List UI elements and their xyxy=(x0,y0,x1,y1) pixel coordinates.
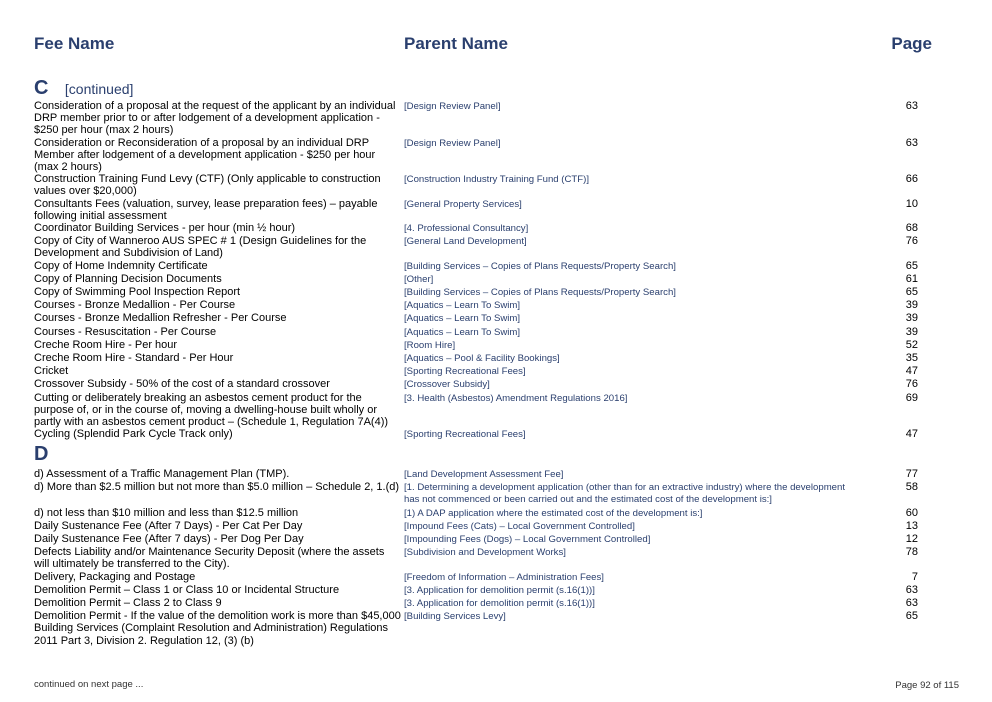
parent-name: [3. Health (Asbestos) Amendment Regulations 2016] xyxy=(404,392,628,404)
parent-name: [Impounding Fees (Dogs) – Local Government Controlled] xyxy=(404,534,651,546)
fee-name: Consideration or Reconsideration of a proposal by an individual DRP Member after lodgement of a development application - $250 per hour (max 2 hours) xyxy=(34,136,376,174)
fee-row xyxy=(34,597,946,610)
fee-name: Delivery, Packaging and Postage xyxy=(34,570,196,583)
page-number: 58 xyxy=(905,481,918,494)
page-number: 65 xyxy=(905,610,918,623)
parent-name: [Building Services – Copies of Plans Requests/Property Search] xyxy=(404,260,676,272)
page-number: 39 xyxy=(905,312,918,325)
page-number: 63 xyxy=(905,597,918,610)
fee-name: d) More than $2.5 million but not more than $5.0 million – Schedule 2, 1.(d) xyxy=(34,481,400,494)
page-number: 60 xyxy=(905,506,918,519)
fee-row xyxy=(34,365,946,378)
continued-note: continued on next page ... xyxy=(34,679,144,690)
parent-name: [Land Development Assessment Fee] xyxy=(404,469,564,480)
fee-row xyxy=(34,326,946,339)
page-number: 63 xyxy=(905,136,918,149)
fee-name-header: Fee Name xyxy=(34,34,115,53)
fee-name: Defects Liability and/or Maintenance Security Deposit (where the assets will ultimately be transferred to the City). xyxy=(34,546,385,571)
parent-name: [Room Hire] xyxy=(404,339,456,351)
parent-name: [Building Services – Copies of Plans Requests/Property Search] xyxy=(404,287,676,299)
page-header: Page xyxy=(891,34,932,53)
fee-name: Construction Training Fund Levy (CTF) (Only applicable to construction values over $20,000) xyxy=(34,173,381,198)
fee-name: Consideration of a proposal at the request of the applicant by an individual DRP member prior to or after lodgement of a development application - $250 per hour (max 2 hours) xyxy=(34,100,396,137)
fee-name: d) Assessment of a Traffic Management Plan (TMP). xyxy=(34,468,290,480)
fee-name: Creche Room Hire - Standard - Per Hour xyxy=(34,352,234,365)
parent-name: [General Land Development] xyxy=(404,236,527,248)
page-number: 65 xyxy=(905,286,918,299)
fee-row xyxy=(34,481,946,506)
fee-name: Consultants Fees (valuation, survey, lease preparation fees) – payable following initial assessment xyxy=(34,197,378,222)
fee-row xyxy=(34,352,946,365)
page-number: 13 xyxy=(905,519,918,532)
parent-name: [Freedom of Information – Administration Fees] xyxy=(404,571,604,583)
page-number: 65 xyxy=(905,259,918,272)
fee-row xyxy=(34,468,946,481)
parent-name: [1. Determining a development application (other than for an extractive industry) where the development has not commenced or been carried out and the estimated cost of the development is:] xyxy=(404,482,846,506)
parent-name: [Crossover Subsidy] xyxy=(404,379,490,391)
fee-name: Courses - Resuscitation - Per Course xyxy=(34,325,217,338)
fee-row xyxy=(34,286,946,299)
page-number: 63 xyxy=(905,583,918,596)
fee-row xyxy=(34,378,946,391)
page-number: 35 xyxy=(905,352,918,365)
parent-name: [1) A DAP application where the estimated cost of the development is:] xyxy=(404,507,703,519)
fee-name: Courses - Bronze Medallion - Per Course xyxy=(34,299,236,312)
section-c-heading xyxy=(34,77,133,100)
fee-row xyxy=(34,533,946,546)
parent-name: [Impound Fees (Cats) – Local Government Controlled] xyxy=(404,520,635,532)
fee-row xyxy=(34,520,946,533)
fee-name: Copy of Planning Decision Documents xyxy=(34,272,222,285)
page-number: 69 xyxy=(905,391,918,404)
fee-row xyxy=(34,137,946,174)
page-number: 47 xyxy=(905,428,918,441)
section-letter: C xyxy=(34,77,49,99)
parent-name: [Building Services Levy] xyxy=(404,611,506,623)
fee-name: Copy of Swimming Pool Inspection Report xyxy=(34,286,241,299)
fee-row xyxy=(34,260,946,273)
page-number: 76 xyxy=(905,235,918,248)
parent-name: [Design Review Panel] xyxy=(404,137,501,149)
page-number: 66 xyxy=(905,173,918,186)
parent-name-header: Parent Name xyxy=(404,34,508,53)
section-letter: D xyxy=(34,443,49,465)
fee-row xyxy=(34,312,946,325)
page-number: 7 xyxy=(911,570,918,583)
fee-row xyxy=(34,198,946,222)
fee-row xyxy=(34,571,946,584)
fee-name: Daily Sustenance Fee (After 7 Days) - Per Cat Per Day xyxy=(34,519,303,532)
fee-name: Demolition Permit – Class 1 or Class 10 or Incidental Structure xyxy=(34,583,340,596)
page-number: 39 xyxy=(905,325,918,338)
fee-row xyxy=(34,173,946,197)
fee-name: Copy of City of Wanneroo AUS SPEC # 1 (Design Guidelines for the Development and Subdivision of Land) xyxy=(34,235,367,260)
fee-name: Demolition Permit - If the value of the demolition work is more than $45,000 Building Services (Complaint Resolution and Administration) Regulations 2011 Part 3, Division 2. Regulation 12, (3) (b) xyxy=(34,610,401,647)
fee-name: Copy of Home Indemnity Certificate xyxy=(34,259,208,272)
page-number: 68 xyxy=(905,222,918,235)
parent-name: [3. Application for demolition permit (s.16(1))] xyxy=(404,598,595,610)
parent-name: [Sporting Recreational Fees] xyxy=(404,429,526,441)
fee-name: Courses - Bronze Medallion Refresher - Per Course xyxy=(34,312,287,325)
fee-name: Daily Sustenance Fee (After 7 days) - Per Dog Per Day xyxy=(34,533,304,546)
fee-name: Demolition Permit – Class 2 to Class 9 xyxy=(34,597,222,610)
section-c-rows xyxy=(34,100,946,441)
parent-name: [Aquatics – Pool & Facility Bookings] xyxy=(404,353,560,365)
parent-name: [Aquatics – Learn To Swim] xyxy=(404,326,521,338)
parent-name: [General Property Services] xyxy=(404,198,522,210)
page-number: 10 xyxy=(905,197,918,210)
fee-row xyxy=(34,235,946,259)
parent-name: [4. Professional Consultancy] xyxy=(404,223,529,235)
fee-row xyxy=(34,339,946,352)
parent-name: [Other] xyxy=(404,273,434,285)
page-number: 77 xyxy=(905,468,918,480)
parent-name: [Design Review Panel] xyxy=(404,101,501,112)
page-number: 76 xyxy=(905,378,918,391)
parent-name: [Construction Industry Training Fund (CTF)] xyxy=(404,174,590,186)
parent-name: [Sporting Recreational Fees] xyxy=(404,366,526,378)
fee-name: Cutting or deliberately breaking an asbestos cement product for the purpose of, or in the course of, moving a dwelling-house built wholly or partly with an asbestos cement product – (Schedule 1, Regulation 7A(4)) xyxy=(34,391,389,429)
page-number: 39 xyxy=(905,299,918,312)
page-number: 47 xyxy=(905,365,918,378)
fee-row xyxy=(34,299,946,312)
fee-row xyxy=(34,100,946,137)
parent-name: [3. Application for demolition permit (s.16(1))] xyxy=(404,584,595,596)
fee-row xyxy=(34,610,946,647)
page-number: 52 xyxy=(905,338,918,351)
parent-name: [Aquatics – Learn To Swim] xyxy=(404,300,521,312)
fee-name: Creche Room Hire - Per hour xyxy=(34,338,178,351)
page-number: Page 92 of 115 xyxy=(895,680,959,691)
page-number: 12 xyxy=(905,533,918,546)
section-d-rows xyxy=(34,468,946,647)
fee-name: Coordinator Building Services - per hour (min ½ hour) xyxy=(34,222,296,235)
fee-row xyxy=(34,273,946,286)
page-number: 78 xyxy=(905,546,918,559)
fee-row xyxy=(34,392,946,429)
page-number: 63 xyxy=(905,100,918,112)
parent-name: [Aquatics – Learn To Swim] xyxy=(404,313,521,325)
fee-name: d) not less than $10 million and less than $12.5 million xyxy=(34,506,299,519)
fee-row xyxy=(34,584,946,597)
fee-name: Cricket xyxy=(34,365,69,378)
section-d-heading xyxy=(34,443,48,466)
fee-row xyxy=(34,222,946,235)
section-continued: [continued] xyxy=(64,81,134,97)
fee-row xyxy=(34,507,946,520)
fee-name: Crossover Subsidy - 50% of the cost of a standard crossover xyxy=(34,378,330,391)
page-number: 61 xyxy=(905,272,918,285)
parent-name: [Subdivision and Development Works] xyxy=(404,547,566,559)
fee-name: Cycling (Splendid Park Cycle Track only) xyxy=(34,428,233,441)
fee-row xyxy=(34,428,946,441)
fee-row xyxy=(34,546,946,570)
